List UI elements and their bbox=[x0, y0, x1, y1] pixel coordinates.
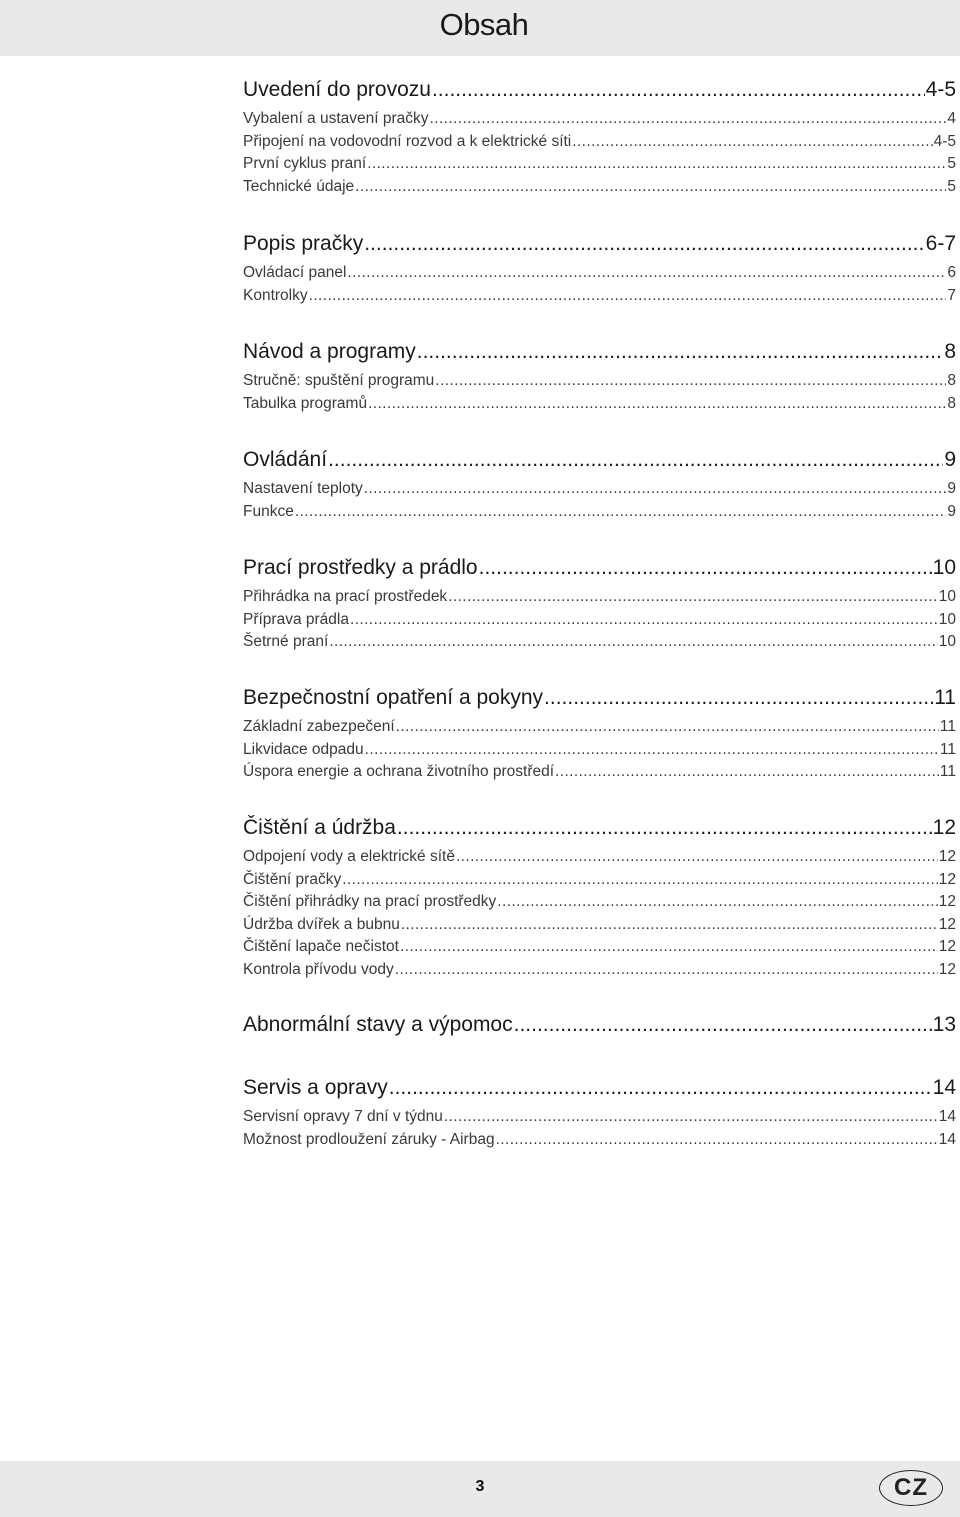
toc-section-title: Abnormální stavy a výpomoc bbox=[243, 1013, 513, 1036]
toc-page-number: 7 bbox=[947, 286, 956, 304]
leader-dots bbox=[396, 716, 939, 739]
leader-dots bbox=[544, 680, 933, 716]
toc-section bbox=[243, 680, 956, 784]
toc-page-number: 12 bbox=[932, 816, 956, 839]
toc-section bbox=[243, 810, 956, 982]
toc-entry[interactable] bbox=[243, 1129, 956, 1152]
toc-entry-title: První cyklus praní bbox=[243, 155, 367, 173]
toc-page-number: 14 bbox=[932, 1076, 956, 1099]
country-badge: CZ bbox=[879, 1470, 943, 1506]
toc-page-number: 8 bbox=[947, 394, 956, 412]
toc-entry[interactable] bbox=[243, 153, 956, 176]
toc-page-number: 12 bbox=[938, 893, 956, 911]
leader-dots bbox=[350, 609, 938, 632]
leader-dots bbox=[444, 1106, 938, 1129]
toc-entry[interactable] bbox=[243, 739, 956, 762]
toc-entry[interactable] bbox=[243, 609, 956, 632]
toc-page-number: 10 bbox=[932, 556, 956, 579]
toc-section-title: Návod a programy bbox=[243, 340, 416, 363]
toc-section-heading[interactable] bbox=[243, 442, 956, 478]
toc-entry[interactable] bbox=[243, 586, 956, 609]
leader-dots bbox=[514, 1007, 932, 1043]
toc-section-heading[interactable] bbox=[243, 680, 956, 716]
toc-section-title: Prací prostředky a prádlo bbox=[243, 556, 478, 579]
toc-entry[interactable] bbox=[243, 869, 956, 892]
leader-dots bbox=[309, 285, 947, 308]
leader-dots bbox=[395, 959, 938, 982]
toc-entry-title: Odpojení vody a elektrické sítě bbox=[243, 848, 455, 865]
toc-section-title: Ovládání bbox=[243, 448, 328, 471]
toc-entry[interactable] bbox=[243, 959, 956, 982]
toc-section-title: Servis a opravy bbox=[243, 1076, 388, 1099]
leader-dots bbox=[364, 226, 924, 262]
leader-dots bbox=[329, 631, 937, 654]
leader-dots bbox=[328, 442, 943, 478]
toc-entry-title: Servisní opravy 7 dní v týdnu bbox=[243, 1108, 443, 1125]
toc-section-heading[interactable] bbox=[243, 550, 956, 586]
toc-page-number: 4-5 bbox=[933, 132, 956, 150]
toc-section-title: Čištění a údržba bbox=[243, 816, 396, 839]
toc-entry[interactable] bbox=[243, 1106, 956, 1129]
toc-entry-title: Čištění lapače nečistot bbox=[243, 938, 399, 956]
toc-page-number: 11 bbox=[939, 763, 956, 781]
toc-entry-title: Tabulka programů bbox=[243, 394, 368, 412]
toc-page-number: 12 bbox=[938, 960, 956, 978]
toc-entry-title: Možnost prodloužení záruky - Airbag bbox=[243, 1130, 495, 1148]
toc-entry[interactable] bbox=[243, 393, 956, 416]
toc-page-number: 5 bbox=[947, 177, 956, 195]
toc-page-number: 9 bbox=[947, 502, 956, 520]
leader-dots bbox=[401, 914, 938, 937]
toc-page-number: 9 bbox=[947, 480, 956, 497]
toc-entry[interactable] bbox=[243, 716, 956, 739]
toc-entry[interactable] bbox=[243, 370, 956, 393]
toc-entry-title: Příprava prádla bbox=[243, 610, 349, 628]
toc-entry[interactable] bbox=[243, 262, 956, 285]
leader-dots bbox=[432, 72, 925, 108]
toc-page-number: 12 bbox=[938, 848, 956, 865]
toc-entry-title: Technické údaje bbox=[243, 177, 355, 195]
toc-page-number: 11 bbox=[939, 718, 956, 735]
toc-page-number: 4-5 bbox=[925, 78, 956, 101]
toc-entry-title: Šetrné praní bbox=[243, 633, 329, 651]
toc-page-number: 11 bbox=[939, 740, 956, 758]
toc-entry-title: Kontrola přívodu vody bbox=[243, 960, 394, 978]
toc-entry-title: Kontrolky bbox=[243, 286, 308, 304]
toc-entry-title: Základní zabezpečení bbox=[243, 718, 395, 735]
leader-dots bbox=[572, 131, 932, 154]
toc-page-number: 6-7 bbox=[925, 232, 956, 255]
toc-entry-title: Připojení na vodovodní rozvod a k elektrické síti bbox=[243, 132, 572, 150]
toc-entry[interactable] bbox=[243, 914, 956, 937]
leader-dots bbox=[397, 810, 932, 846]
toc-page-number: 10 bbox=[938, 633, 956, 651]
leader-dots bbox=[295, 501, 947, 524]
toc-entry-title: Přihrádka na prací prostředek bbox=[243, 588, 448, 605]
toc-page-number: 4 bbox=[947, 110, 956, 127]
toc-page-number: 9 bbox=[944, 448, 956, 471]
toc-section bbox=[243, 442, 956, 523]
leader-dots bbox=[417, 334, 944, 370]
toc-entry[interactable] bbox=[243, 108, 956, 131]
toc-page-number: 5 bbox=[947, 155, 956, 173]
toc-section-heading[interactable] bbox=[243, 72, 956, 108]
leader-dots bbox=[555, 761, 939, 784]
leader-dots bbox=[355, 176, 946, 199]
leader-dots bbox=[448, 586, 938, 609]
toc-page-number: 13 bbox=[932, 1013, 956, 1036]
toc-section-title: Uvedení do provozu bbox=[243, 78, 431, 101]
toc-page-number: 14 bbox=[938, 1130, 956, 1148]
toc-entry-title: Ovládací panel bbox=[243, 264, 347, 281]
leader-dots bbox=[400, 936, 938, 959]
toc-page-number: 14 bbox=[938, 1108, 956, 1125]
leader-dots bbox=[367, 153, 946, 176]
toc-page-number: 11 bbox=[934, 686, 956, 709]
toc-page-number: 12 bbox=[938, 938, 956, 956]
toc-entry[interactable] bbox=[243, 501, 956, 524]
toc-section bbox=[243, 72, 956, 198]
toc-entry-title: Údržba dvířek a bubnu bbox=[243, 915, 400, 933]
toc-section-heading[interactable] bbox=[243, 1007, 956, 1043]
toc-entry-title: Funkce bbox=[243, 502, 294, 520]
toc-section-title: Bezpečnostní opatření a pokyny bbox=[243, 686, 544, 709]
toc-section-heading[interactable] bbox=[243, 810, 956, 846]
toc-entry[interactable] bbox=[243, 891, 956, 914]
toc-entry-title: Likvidace odpadu bbox=[243, 740, 364, 758]
toc-entry-title: Nastavení teploty bbox=[243, 480, 363, 497]
leader-dots bbox=[430, 108, 947, 131]
toc-entry[interactable] bbox=[243, 846, 956, 869]
leader-dots bbox=[456, 846, 938, 869]
page-title: Obsah bbox=[439, 7, 529, 42]
toc-section-heading[interactable] bbox=[243, 1070, 956, 1106]
toc-page-number: 10 bbox=[938, 588, 956, 605]
toc-section bbox=[243, 1070, 956, 1151]
toc-entry-title: Čištění přihrádky na prací prostředky bbox=[243, 893, 497, 911]
leader-dots bbox=[389, 1070, 932, 1106]
toc-page-number: 10 bbox=[938, 610, 956, 628]
toc-section bbox=[243, 1007, 956, 1043]
toc-page-number: 8 bbox=[947, 372, 956, 389]
toc-section-heading[interactable] bbox=[243, 226, 956, 262]
toc-page-number: 12 bbox=[938, 915, 956, 933]
toc-entry[interactable] bbox=[243, 131, 956, 154]
toc-section-heading[interactable] bbox=[243, 334, 956, 370]
leader-dots bbox=[347, 262, 946, 285]
toc-entry-title: Stručně: spuštění programu bbox=[243, 372, 435, 389]
toc-page-number: 8 bbox=[944, 340, 956, 363]
toc-entry-title: Vybalení a ustavení pračky bbox=[243, 110, 429, 127]
page-number: 3 bbox=[475, 1478, 485, 1495]
leader-dots bbox=[497, 891, 937, 914]
leader-dots bbox=[479, 550, 932, 586]
toc-page-number: 6 bbox=[947, 264, 956, 281]
toc-section bbox=[243, 550, 956, 654]
leader-dots bbox=[342, 869, 938, 892]
toc-entry[interactable] bbox=[243, 478, 956, 501]
leader-dots bbox=[364, 478, 947, 501]
toc-entry[interactable] bbox=[243, 936, 956, 959]
toc-entry-title: Úspora energie a ochrana životního prostředí bbox=[243, 763, 555, 781]
toc-entry[interactable] bbox=[243, 631, 956, 654]
leader-dots bbox=[496, 1129, 938, 1152]
toc-entry[interactable] bbox=[243, 285, 956, 308]
toc-page-number: 12 bbox=[938, 870, 956, 888]
toc-entry[interactable] bbox=[243, 176, 956, 199]
toc-section-title: Popis pračky bbox=[243, 232, 364, 255]
leader-dots bbox=[435, 370, 946, 393]
leader-dots bbox=[365, 739, 939, 762]
leader-dots bbox=[368, 393, 946, 416]
toc-entry[interactable] bbox=[243, 761, 956, 784]
toc-section bbox=[243, 334, 956, 415]
toc-section bbox=[243, 226, 956, 307]
toc-entry-title: Čištění pračky bbox=[243, 870, 342, 888]
